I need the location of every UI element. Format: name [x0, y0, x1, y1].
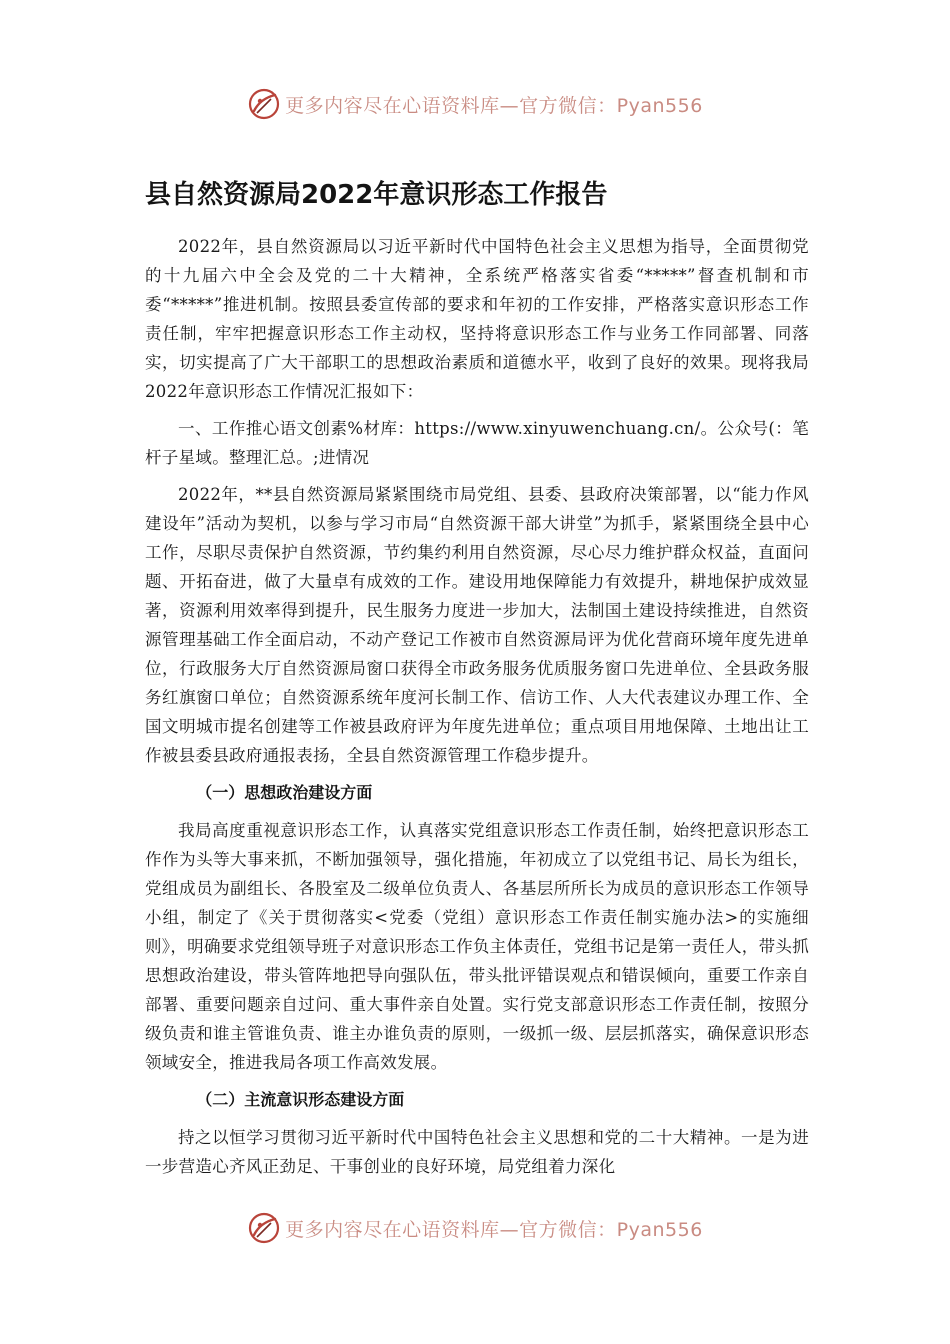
- ideology-paragraph: 持之以恒学习贯彻习近平新时代中国特色社会主义思想和党的二十大精神。一是为进一步营造心齐风正劲足、干事创业的良好环境，局党组着力深化: [145, 1128, 809, 1176]
- section-one-heading-line: 一、工作推心语文创素%材库：https://www.xinyuwenchuang.cn/。公众号(：笔杆子星域。整理汇总。;进情况: [145, 419, 809, 467]
- subsection-heading-political: （一）思想政治建设方面: [196, 783, 373, 802]
- header-watermark: [0, 84, 950, 124]
- document-title: 县自然资源局2022年意识形态工作报告: [145, 180, 608, 210]
- book-seal-icon: [247, 87, 281, 121]
- book-seal-icon: [247, 1211, 281, 1245]
- watermark-text: 更多内容尽在心语资料库—官方微信：Pyan556: [285, 1218, 703, 1241]
- intro-paragraph: 2022年，县自然资源局以习近平新时代中国特色社会主义思想为指导，全面贯彻党的十九届六中全会及党的二十大精神，全系统严格落实省委“*****”督查机制和市委“*****”推进机制。按照县委宣传部的要求和年初的工作安排，严格落实意识形态工作责任制，牢牢把握意识形态工作主动权，坚持将意识形态工作与业务工作同部署、同落实，切实提高了广大干部职工的思想政治素质和道德水平，收到了良好的效果。现将我局2022年意识形态工作情况汇报如下：: [145, 237, 809, 401]
- watermark-text: 更多内容尽在心语资料库—官方微信：Pyan556: [285, 94, 703, 117]
- overview-paragraph: 2022年，**县自然资源局紧紧围绕市局党组、县委、县政府决策部署，以“能力作风建设年”活动为契机，以参与学习市局“自然资源干部大讲堂”为抓手，紧紧围绕全县中心工作，尽职尽责保护自然资源，节约集约利用自然资源，尽心尽力维护群众权益，直面问题、开拓奋进，做了大量卓有成效的工作。建设用地保障能力有效提升，耕地保护成效显著，资源利用效率得到提升，民生服务力度进一步加大，法制国土建设持续推进，自然资源管理基础工作全面启动，不动产登记工作被市自然资源局评为优化营商环境年度先进单位，行政服务大厅自然资源局窗口获得全市政务服务优质服务窗口先进单位、全县政务服务红旗窗口单位；自然资源系统年度河长制工作、信访工作、人大代表建议办理工作、全国文明城市提名创建等工作被县政府评为年度先进单位；重点项目用地保障、土地出让工作被县委县政府通报表扬，全县自然资源管理工作稳步提升。: [145, 485, 809, 765]
- political-paragraph: 我局高度重视意识形态工作，认真落实党组意识形态工作责任制，始终把意识形态工作作为头等大事来抓，不断加强领导，强化措施，年初成立了以党组书记、局长为组长，党组成员为副组长、各股室及二级单位负责人、各基层所所长为成员的意识形态工作领导小组，制定了《关于贯彻落实<党委（党组）意识形态工作责任制实施办法>的实施细则》，明确要求党组领导班子对意识形态工作负主体责任，党组书记是第一责任人，带头抓思想政治建设，带头管阵地把导向强队伍，带头批评错误观点和错误倾向，重要工作亲自部署、重要问题亲自过问、重大事件亲自处置。实行党支部意识形态工作责任制，按照分级负责和谁主管谁负责、谁主办谁负责的原则，一级抓一级、层层抓落实，确保意识形态领域安全，推进我局各项工作高效发展。: [145, 821, 809, 1072]
- document-body: [145, 232, 809, 1189]
- subsection-heading-ideology: （二）主流意识形态建设方面: [196, 1090, 405, 1109]
- footer-watermark: [0, 1208, 950, 1248]
